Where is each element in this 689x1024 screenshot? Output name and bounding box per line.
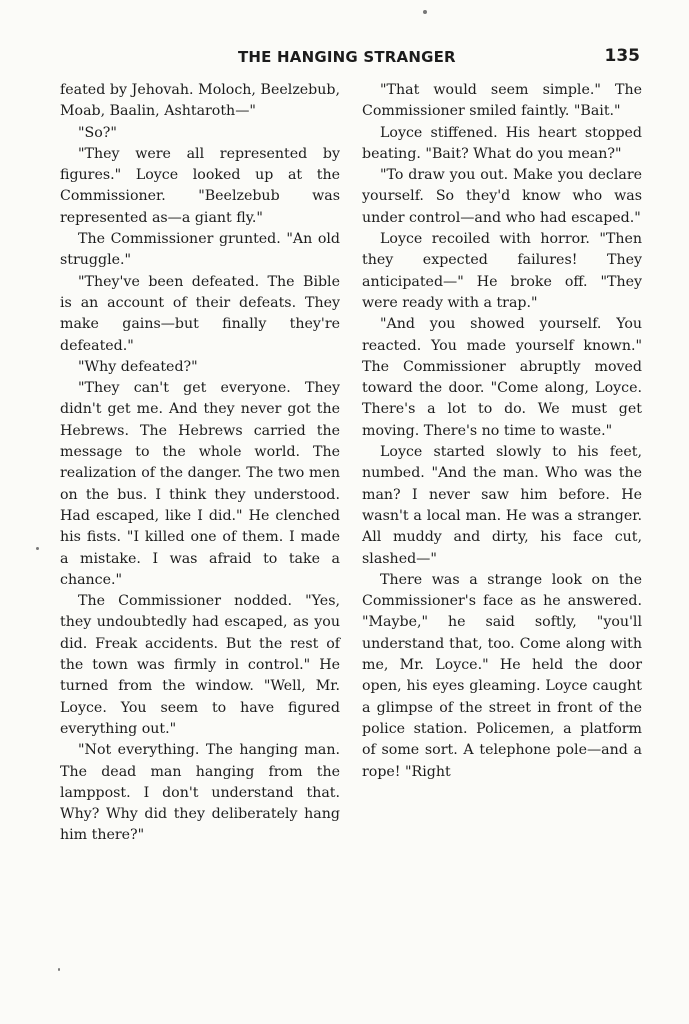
- paragraph: "They were all represented by figures." Loyce looked up at the Commissioner. "Beelzebub was represented as—a giant fly.": [60, 145, 340, 226]
- print-speck: [58, 968, 60, 971]
- paragraph: The Commissioner nodded. "Yes, they undoubtedly had escaped, as you did. Freak accidents. But the rest of the town was firmly in control." He turned from the window. "Well, Mr. Loyce. You seem to have figured everything out.": [60, 593, 340, 737]
- paragraph: "They've been defeated. The Bible is an account of their defeats. They make gains—but finally they're defeated.": [60, 273, 340, 354]
- paragraph: "Not everything. The hanging man. The dead man hanging from the lamppost. I don't understand that. Why? Why did they deliberately hang him there?": [60, 742, 340, 844]
- paragraph: "And you showed yourself. You reacted. You made yourself known." The Commissioner abruptly moved toward the door. "Come along, Loyce. There's a lot to do. We must get moving. There's no time to waste.": [362, 316, 642, 439]
- paragraph: "Why defeated?": [78, 358, 198, 375]
- paragraph: feated by Jehovah. Moloch, Beelzebub, Moab, Baalin, Ashtaroth—": [60, 82, 340, 120]
- paragraph: "So?": [78, 124, 117, 141]
- paragraph: There was a strange look on the Commissioner's face as he answered. "Maybe," he said softly, "you'll understand that, too. Come along with me, Mr. Loyce." He held the door open, his eyes gleaming. Loyce caught a glimpse of the street in front of the police station. Policemen, a platform of some sort. A telephone pole—and a rope! "Right: [362, 571, 642, 780]
- print-speck: [423, 10, 427, 14]
- running-title: THE HANGING STRANGER: [238, 48, 456, 66]
- paragraph: Loyce recoiled with horror. "Then they expected failures! They anticipated—" He broke off. "They were ready with a trap.": [362, 231, 642, 311]
- paragraph: "They can't get everyone. They didn't get me. And they never got the Hebrews. The Hebrews carried the message to the whole world. The realization of the danger. The two men on the bus. I think they understood. Had escaped, like I did." He clenched his fists. "I killed one of them. I made a mistake. I was afraid to take a chance.": [60, 380, 340, 588]
- page-number: 135: [604, 46, 640, 66]
- paragraph: The Commissioner grunted. "An old struggle.": [60, 231, 340, 269]
- page-header: [60, 46, 640, 70]
- paragraph: Loyce stiffened. His heart stopped beating. "Bait? What do you mean?": [362, 124, 642, 162]
- left-column: [60, 80, 340, 847]
- right-column: [362, 80, 642, 783]
- paragraph: "To draw you out. Make you declare yourself. So they'd know who was under control—and who had escaped.": [362, 167, 642, 226]
- print-speck: [36, 547, 39, 550]
- paragraph: Loyce started slowly to his feet, numbed. "And the man. Who was the man? I never saw him before. He wasn't a local man. He was a stranger. All muddy and dirty, his face cut, slashed—": [362, 444, 642, 567]
- paragraph: "That would seem simple." The Commissioner smiled faintly. "Bait.": [362, 82, 642, 120]
